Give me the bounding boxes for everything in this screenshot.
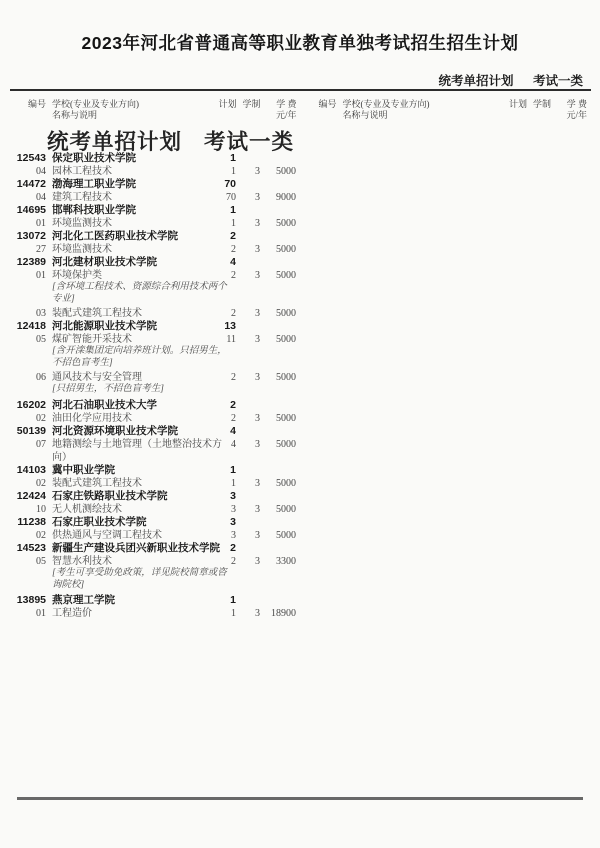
study-years: 3 — [255, 334, 260, 346]
tuition-fee: 5000 — [276, 413, 296, 425]
school-code: 14472 — [16, 178, 46, 190]
major-row — [10, 503, 300, 516]
major-code: 05 — [36, 556, 46, 568]
major-code: 02 — [36, 478, 46, 490]
major-name: 环境监测技术 — [52, 244, 112, 255]
page-bottom-rule — [17, 797, 583, 800]
study-years: 3 — [255, 607, 260, 619]
school-row — [10, 425, 300, 438]
study-years: 3 — [255, 244, 260, 255]
school-name: 邯郸科技职业学院 — [52, 204, 136, 216]
plan-count: 4 — [230, 256, 236, 268]
school-name: 河北化工医药职业技术学院 — [52, 230, 178, 242]
school-code: 12418 — [16, 320, 46, 333]
plan-count: 2 — [231, 244, 236, 255]
plan-count: 3 — [230, 490, 236, 503]
school-row — [10, 230, 300, 243]
plan-count: 3 — [231, 530, 236, 542]
column-header-school-line2: 名称与说明 — [52, 110, 98, 120]
major-row — [10, 371, 300, 384]
major-name: 装配式建筑工程技术 — [52, 308, 142, 320]
plan-count: 1 — [230, 152, 236, 164]
major-code: 02 — [36, 413, 46, 425]
major-name: 无人机测绘技术 — [52, 504, 122, 516]
tuition-fee: 5000 — [276, 530, 296, 542]
study-years: 3 — [255, 270, 260, 281]
major-code: 02 — [36, 530, 46, 542]
major-row — [10, 555, 300, 568]
major-code: 04 — [36, 192, 46, 203]
plan-count: 3 — [230, 516, 236, 529]
plan-count: 1 — [231, 478, 236, 490]
school-code: 14523 — [16, 542, 46, 555]
column-header-fee-line2: 元/年 — [275, 110, 297, 120]
plan-count: 2 — [231, 413, 236, 425]
major-note: [含开滦集团定向培养班计划。只招男生，不招色盲考生] — [52, 346, 227, 368]
study-years: 3 — [255, 192, 260, 203]
major-row — [10, 217, 300, 230]
major-row — [10, 607, 300, 620]
table-header — [10, 97, 591, 127]
column-header-school-line2: 名称与说明 — [342, 110, 388, 120]
study-years: 3 — [255, 439, 260, 451]
major-name: 环境保护类 — [52, 270, 102, 281]
plan-count: 2 — [230, 230, 236, 242]
column-header-school — [343, 99, 513, 121]
major-code: 07 — [36, 439, 46, 451]
study-years: 3 — [255, 372, 260, 384]
plan-count: 3 — [231, 504, 236, 516]
study-years: 3 — [255, 530, 260, 542]
plan-type-label — [422, 71, 583, 89]
major-name: 建筑工程技术 — [52, 192, 112, 203]
column-header-plan: 计划 — [508, 99, 527, 109]
tuition-fee: 18900 — [271, 607, 296, 619]
school-name: 燕京理工学院 — [52, 593, 115, 606]
school-code: 12424 — [16, 490, 46, 503]
major-row — [10, 333, 300, 346]
plan-count: 1 — [230, 204, 236, 216]
section-title-left: 统考单招计划 — [47, 130, 183, 154]
major-name: 装配式建筑工程技术 — [52, 478, 142, 490]
tuition-fee: 5000 — [276, 504, 296, 516]
column-header-school-line1: 学校(专业及专业方向) — [342, 99, 430, 109]
column-header-years: 学制 — [532, 99, 551, 109]
tuition-fee: 5000 — [276, 334, 296, 346]
school-code: 13072 — [16, 230, 46, 242]
note-row — [10, 346, 300, 371]
plan-count: 4 — [230, 425, 236, 438]
plan-count: 2 — [230, 399, 236, 412]
major-code: 01 — [36, 607, 46, 619]
tuition-fee: 9000 — [276, 192, 296, 203]
school-code: 14695 — [16, 204, 46, 216]
plan-count: 2 — [231, 372, 236, 384]
column-header-fee — [276, 99, 297, 121]
major-name: 地籍测绘与土地管理（土地整治技术方向） — [52, 439, 222, 464]
tuition-fee: 5000 — [276, 372, 296, 384]
table-header-left-half — [10, 97, 301, 127]
school-code: 50139 — [16, 425, 46, 438]
column-header-fee-line2: 元/年 — [566, 110, 587, 120]
plan-type-label-left: 统考单招计划 — [438, 74, 514, 88]
study-years: 3 — [255, 218, 260, 229]
study-years: 3 — [255, 308, 260, 320]
major-name: 环境监测技术 — [52, 218, 112, 229]
school-code: 11238 — [17, 516, 46, 529]
plan-type-label-right: 考试一类 — [532, 74, 583, 88]
column-header-code: 编号 — [318, 99, 337, 109]
note-row — [10, 384, 300, 399]
school-row — [10, 464, 300, 477]
major-name: 智慧水利技术 — [52, 556, 112, 568]
column-header-code: 编号 — [27, 99, 46, 109]
school-name: 保定职业技术学院 — [52, 152, 136, 164]
tuition-fee: 5000 — [276, 270, 296, 281]
major-name: 供热通风与空调工程技术 — [52, 530, 162, 542]
study-years: 3 — [255, 413, 260, 425]
tuition-fee: 5000 — [276, 218, 296, 229]
column-header-plan: 计划 — [218, 99, 237, 109]
study-years: 3 — [255, 166, 260, 177]
major-code: 01 — [36, 218, 46, 229]
school-name: 石家庄铁路职业技术学院 — [52, 490, 168, 503]
school-row — [10, 516, 300, 529]
study-years: 3 — [255, 504, 260, 516]
section-title-right: 考试一类 — [204, 130, 295, 154]
major-code: 05 — [36, 334, 46, 346]
school-name: 新疆生产建设兵团兴新职业技术学院 — [52, 542, 220, 555]
study-years: 3 — [255, 478, 260, 490]
column-header-fee-line1: 学 费 — [566, 99, 587, 109]
major-note: [考生可享受助免政策，详见院校简章或咨询院校] — [52, 568, 227, 590]
plan-count: 2 — [231, 308, 236, 320]
tuition-fee: 5000 — [276, 308, 296, 320]
major-name: 通风技术与安全管理 — [52, 372, 142, 384]
major-code: 01 — [36, 270, 46, 281]
plan-count: 1 — [231, 218, 236, 229]
header-top-rule — [10, 89, 591, 91]
major-code: 03 — [36, 308, 46, 320]
plan-table-body — [10, 152, 300, 620]
school-name: 河北建材职业技术学院 — [52, 256, 157, 268]
school-row — [10, 256, 300, 269]
school-name: 河北石油职业技术大学 — [52, 399, 157, 412]
major-name: 油田化学应用技术 — [52, 413, 132, 425]
school-name: 河北资源环境职业技术学院 — [52, 425, 178, 438]
plan-count: 1 — [230, 593, 236, 606]
tuition-fee: 3300 — [276, 556, 296, 568]
column-header-school-line1: 学校(专业及专业方向) — [52, 99, 139, 109]
major-row — [10, 438, 300, 464]
school-row — [10, 490, 300, 503]
major-row — [10, 529, 300, 542]
tuition-fee: 5000 — [276, 439, 296, 451]
school-name: 渤海理工职业学院 — [52, 178, 136, 190]
school-name: 冀中职业学院 — [52, 464, 115, 477]
plan-count: 2 — [231, 270, 236, 281]
major-code: 04 — [36, 166, 46, 177]
plan-count: 2 — [231, 556, 236, 568]
major-note: [只招男生，不招色盲考生] — [52, 384, 164, 395]
note-row — [10, 282, 300, 307]
school-code: 16202 — [16, 399, 46, 412]
tuition-fee: 5000 — [276, 166, 296, 177]
major-name: 工程造价 — [52, 607, 92, 619]
major-code: 06 — [36, 372, 46, 384]
plan-count: 70 — [226, 192, 236, 203]
tuition-fee: 5000 — [276, 244, 296, 255]
plan-count: 1 — [231, 607, 236, 619]
school-row — [10, 399, 300, 412]
major-row — [10, 165, 300, 178]
page-title: 2023年河北省普通高等职业教育单独考试招生招生计划 — [81, 33, 519, 53]
school-row — [10, 594, 300, 607]
major-row — [10, 307, 300, 320]
study-years: 3 — [255, 556, 260, 568]
tuition-fee: 5000 — [276, 478, 296, 490]
note-row — [10, 568, 300, 593]
school-name: 石家庄职业技术学院 — [52, 516, 147, 529]
major-name: 园林工程技术 — [52, 166, 112, 177]
column-header-school — [52, 99, 222, 121]
major-row — [10, 243, 300, 256]
major-code: 27 — [36, 244, 46, 255]
major-row — [10, 477, 300, 490]
school-row — [10, 152, 300, 165]
school-row — [10, 542, 300, 555]
plan-count: 1 — [230, 464, 236, 477]
table-header-right-half — [301, 97, 592, 127]
school-row — [10, 204, 300, 217]
plan-count: 4 — [231, 439, 236, 451]
column-header-years: 学制 — [242, 99, 261, 109]
major-code: 10 — [36, 504, 46, 516]
school-row — [10, 320, 300, 333]
major-row — [10, 412, 300, 425]
major-row — [10, 191, 300, 204]
major-name: 煤矿智能开采技术 — [52, 334, 132, 346]
plan-count: 70 — [224, 178, 236, 190]
school-row — [10, 178, 300, 191]
school-name: 河北能源职业技术学院 — [52, 320, 157, 333]
major-note: [含环境工程技术、资源综合利用技术两个专业] — [52, 282, 227, 304]
school-code: 13895 — [16, 593, 46, 606]
column-header-fee-line1: 学 费 — [276, 99, 297, 109]
plan-count: 11 — [226, 334, 236, 346]
major-row — [10, 269, 300, 282]
school-code: 12543 — [16, 152, 46, 164]
column-header-fee — [566, 99, 587, 121]
school-code: 14103 — [16, 464, 46, 477]
plan-count: 1 — [231, 166, 236, 177]
plan-count: 2 — [230, 542, 236, 555]
school-code: 12389 — [16, 256, 46, 268]
plan-count: 13 — [224, 320, 236, 333]
